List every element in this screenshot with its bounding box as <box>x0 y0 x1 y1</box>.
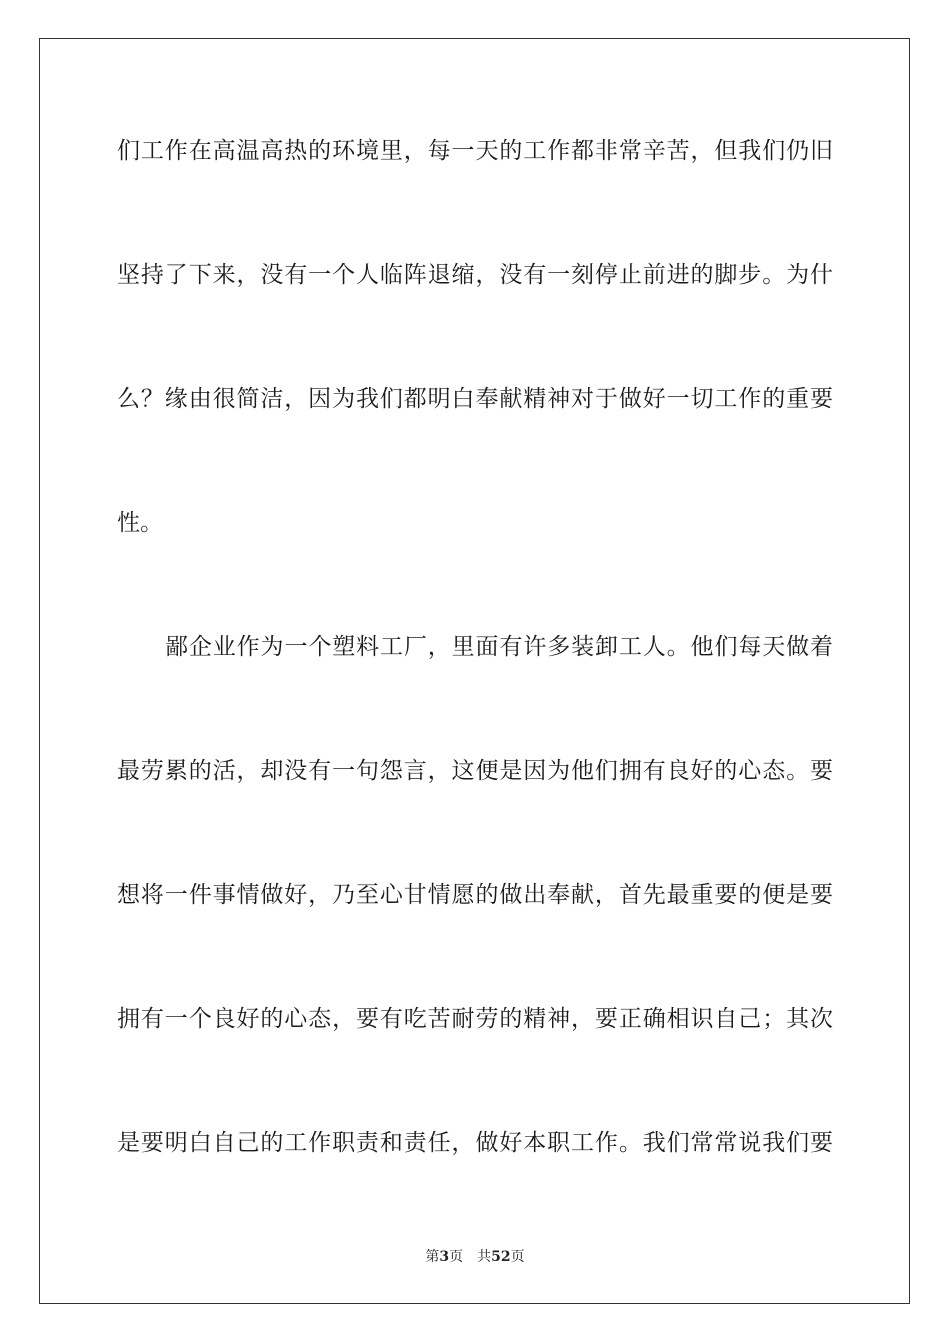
total-prefix: 共 <box>477 1249 492 1265</box>
text-line: 坚持了下来，没有一个人临阵退缩，没有一刻停止前进的脚步。为什 <box>117 262 833 288</box>
total-pages: 52 <box>491 1249 511 1265</box>
page-footer <box>0 1247 950 1267</box>
text-line: 么？缘由很简洁，因为我们都明白奉献精神对于做好一切工作的重要 <box>117 386 833 412</box>
text-line: 拥有一个良好的心态，要有吃苦耐劳的精神，要正确相识自己；其次 <box>117 1006 833 1032</box>
page-number: 3 <box>439 1249 450 1265</box>
total-suffix: 页 <box>510 1249 525 1265</box>
text-line: 们工作在高温高热的环境里，每一天的工作都非常辛苦，但我们仍旧 <box>117 138 833 164</box>
text-line: 最劳累的活，却没有一句怨言，这便是因为他们拥有良好的心态。要 <box>117 758 833 784</box>
paragraph-first-line: 鄙企业作为一个塑料工厂，里面有许多装卸工人。他们每天做着 <box>165 634 833 660</box>
page-suffix: 页 <box>449 1249 464 1265</box>
text-line: 想将一件事情做好，乃至心甘情愿的做出奉献，首先最重要的便是要 <box>117 882 833 908</box>
text-line: 是要明白自己的工作职责和责任，做好本职工作。我们常常说我们要 <box>117 1130 833 1156</box>
text-line: 性。 <box>117 510 163 536</box>
page-border <box>39 38 910 1304</box>
page-prefix: 第 <box>425 1249 440 1265</box>
